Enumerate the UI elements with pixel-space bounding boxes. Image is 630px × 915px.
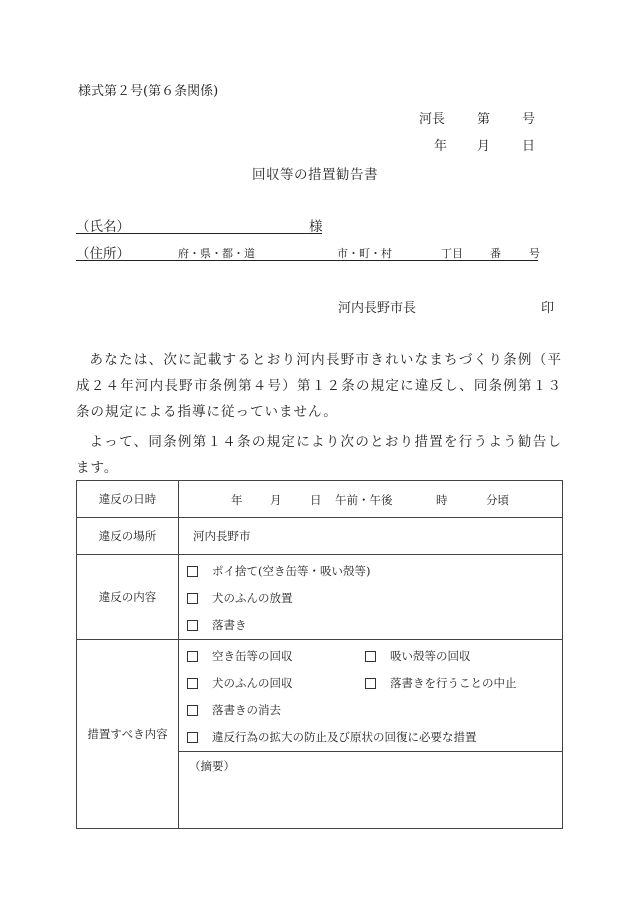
measures-item-label: 犬のふんの回収 xyxy=(212,676,293,690)
doc-number-go: 号 xyxy=(522,112,536,127)
address-ban: 番 xyxy=(490,247,501,260)
table-row-measures xyxy=(77,640,563,752)
checkbox-icon[interactable] xyxy=(187,593,198,604)
checkbox-icon[interactable] xyxy=(187,651,198,662)
measures-item xyxy=(187,724,562,751)
checkbox-icon[interactable] xyxy=(187,566,198,577)
checkbox-icon[interactable] xyxy=(187,732,198,743)
content-cell xyxy=(179,555,563,640)
table-row-place xyxy=(77,518,563,555)
datetime-minute: 分頃 xyxy=(486,493,509,507)
place-value: 河内長野市 xyxy=(179,518,563,555)
seal-mark: 印 xyxy=(541,301,555,316)
summary-label: （摘要） xyxy=(189,759,235,773)
address-label: （住所） xyxy=(76,246,130,262)
datetime-month: 月 xyxy=(270,493,282,507)
measures-cell xyxy=(179,640,563,752)
checkbox-icon[interactable] xyxy=(365,678,376,689)
checkbox-icon[interactable] xyxy=(187,705,198,716)
address-prefecture: 府・県・都・道 xyxy=(178,247,255,260)
name-label: （氏名） xyxy=(76,219,130,235)
body-paragraph-1: あなたは、次に記載するとおり河内長野市きれいなまちづくり条例（平成２４年河内長野市条例第４号）第１２条の規定に違反し、同条例第１３条の規定による指導に従っていません。 xyxy=(76,352,562,420)
summary-cell[interactable] xyxy=(179,752,563,829)
content-item xyxy=(187,612,562,639)
measures-item xyxy=(187,697,562,724)
content-item xyxy=(187,558,562,585)
content-label: 違反の内容 xyxy=(77,555,179,640)
date-day: 日 xyxy=(522,139,536,154)
date-year: 年 xyxy=(434,139,448,154)
address-chome: 丁目 xyxy=(441,247,463,260)
measures-item-label: 違反行為の拡大の防止及び原状の回復に必要な措置 xyxy=(212,730,477,744)
doc-number-prefix: 河長 xyxy=(419,112,446,127)
content-item-label: 犬のふんの放置 xyxy=(212,591,293,605)
document-title: 回収等の措置勧告書 xyxy=(252,167,378,183)
datetime-hour: 時 xyxy=(436,493,448,507)
place-label: 違反の場所 xyxy=(77,518,179,555)
checkbox-icon[interactable] xyxy=(187,678,198,689)
table-row-datetime xyxy=(77,481,563,518)
violation-table xyxy=(76,480,563,829)
checkbox-icon[interactable] xyxy=(365,651,376,662)
measures-label: 措置すべき内容 xyxy=(77,640,179,829)
address-underline xyxy=(76,242,538,261)
measures-item-row xyxy=(187,670,562,697)
measures-item-label: 空き缶等の回収 xyxy=(212,649,293,663)
date-month: 月 xyxy=(477,139,491,154)
measures-item-label: 吸い殻等の回収 xyxy=(390,649,471,663)
issuer-mayor: 河内長野市長 xyxy=(338,301,417,316)
checkbox-icon[interactable] xyxy=(187,620,198,631)
datetime-label: 違反の日時 xyxy=(77,481,179,518)
measures-item-row xyxy=(187,643,562,670)
datetime-cell xyxy=(179,481,563,518)
datetime-day: 日 xyxy=(310,493,322,507)
content-item xyxy=(187,585,562,612)
datetime-ampm: 午前・午後 xyxy=(335,493,393,507)
measures-item-label: 落書きを行うことの中止 xyxy=(390,676,517,690)
table-row-content xyxy=(77,555,563,640)
address-go: 号 xyxy=(529,247,540,260)
address-city: 市・町・村 xyxy=(337,247,392,260)
measures-item-label: 落書きの消去 xyxy=(212,703,281,717)
content-item-label: ポイ捨て(空き缶等・吸い殻等) xyxy=(212,564,371,578)
doc-number-dai: 第 xyxy=(477,112,491,127)
body-paragraph-2: よって、同条例第１４条の規定により次のとおり措置を行うよう勧告します。 xyxy=(76,434,562,476)
datetime-year: 年 xyxy=(231,493,243,507)
content-item-label: 落書き xyxy=(212,618,247,632)
honorific-sama: 様 xyxy=(309,219,323,235)
form-number: 様式第２号(第６条関係) xyxy=(78,84,219,99)
